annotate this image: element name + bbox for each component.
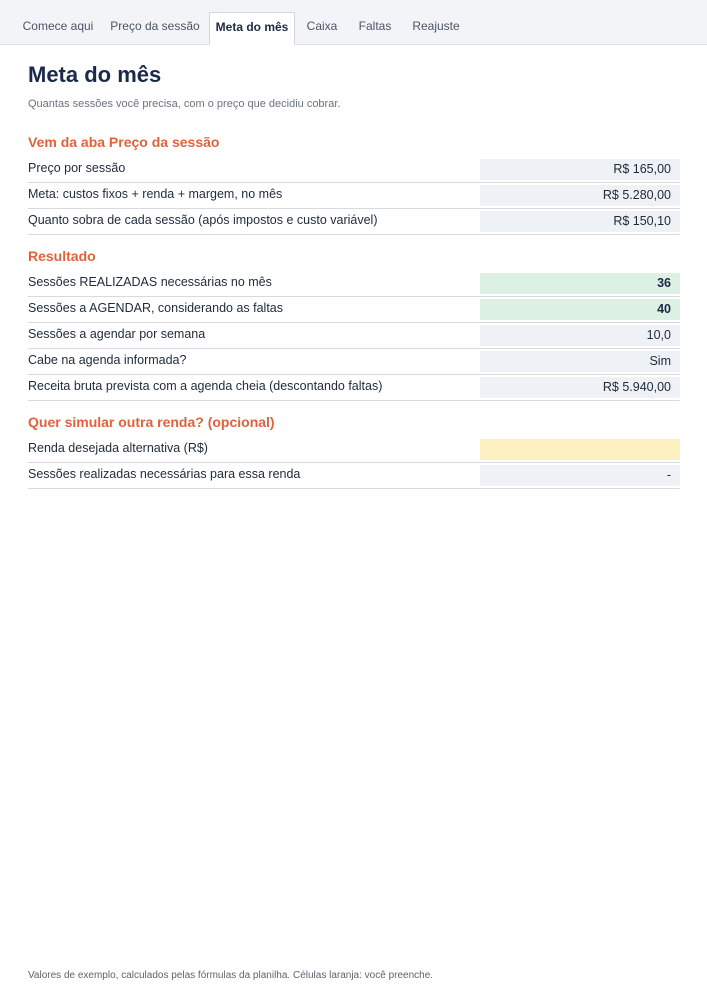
- row-sessoes-a-agendar: [28, 297, 680, 323]
- row-value-cell[interactable]: 36: [480, 273, 680, 294]
- row-cabe-na-agenda: [28, 349, 680, 375]
- row-label: Sessões REALIZADAS necessárias no mês: [28, 275, 272, 289]
- tab-comece-aqui[interactable]: Comece aqui: [22, 19, 94, 33]
- row-receita-bruta: [28, 375, 680, 401]
- row-label: Meta: custos fixos + renda + margem, no mês: [28, 187, 283, 201]
- tab-faltas[interactable]: Faltas: [358, 19, 392, 33]
- row-label: Sessões a agendar por semana: [28, 327, 206, 341]
- row-value-cell[interactable]: Sim: [480, 351, 680, 372]
- tab-meta-do-mes[interactable]: Meta do mês: [209, 12, 295, 45]
- section-title-simular-renda: Quer simular outra renda? (opcional): [28, 414, 275, 430]
- row-sessoes-por-semana: [28, 323, 680, 349]
- page-title: Meta do mês: [28, 62, 162, 87]
- row-value-cell[interactable]: -: [480, 465, 680, 486]
- row-label: Renda desejada alternativa (R$): [28, 441, 208, 455]
- row-value-cell[interactable]: R$ 150,10: [480, 211, 680, 232]
- section-title-resultado: Resultado: [28, 248, 96, 264]
- row-sobra-por-sessao: [28, 209, 680, 235]
- section-title-preco-da-sessao: Vem da aba Preço da sessão: [28, 134, 220, 150]
- renda-alternativa-input[interactable]: [480, 439, 680, 460]
- page-subtitle: Quantas sessões você precisa, com o preço que decidiu cobrar.: [28, 98, 341, 110]
- tab-caixa[interactable]: Caixa: [306, 19, 338, 33]
- row-label: Sessões a AGENDAR, considerando as faltas: [28, 301, 283, 315]
- row-renda-alternativa: [28, 437, 680, 463]
- tab-preco-da-sessao[interactable]: Preço da sessão: [110, 19, 200, 33]
- footnote: Valores de exemplo, calculados pelas fórmulas da planilha. Células laranja: você preenche.: [28, 970, 434, 981]
- row-value-cell[interactable]: 10,0: [480, 325, 680, 346]
- row-value-cell[interactable]: R$ 165,00: [480, 159, 680, 180]
- row-label: Receita bruta prevista com a agenda cheia (descontando faltas): [28, 379, 383, 393]
- row-label: Sessões realizadas necessárias para essa renda: [28, 467, 301, 481]
- row-meta-mensal: [28, 183, 680, 209]
- row-label: Preço por sessão: [28, 161, 126, 175]
- row-value-cell[interactable]: R$ 5.280,00: [480, 185, 680, 206]
- row-sessoes-para-renda: [28, 463, 680, 489]
- row-label: Cabe na agenda informada?: [28, 353, 187, 367]
- row-sessoes-realizadas: [28, 271, 680, 297]
- row-preco-por-sessao: [28, 157, 680, 183]
- row-label: Quanto sobra de cada sessão (após impostos e custo variável): [28, 213, 378, 227]
- tab-reajuste[interactable]: Reajuste: [412, 19, 460, 33]
- row-value-cell[interactable]: R$ 5.940,00: [480, 377, 680, 398]
- tab-bar: [0, 0, 707, 45]
- row-value-cell[interactable]: 40: [480, 299, 680, 320]
